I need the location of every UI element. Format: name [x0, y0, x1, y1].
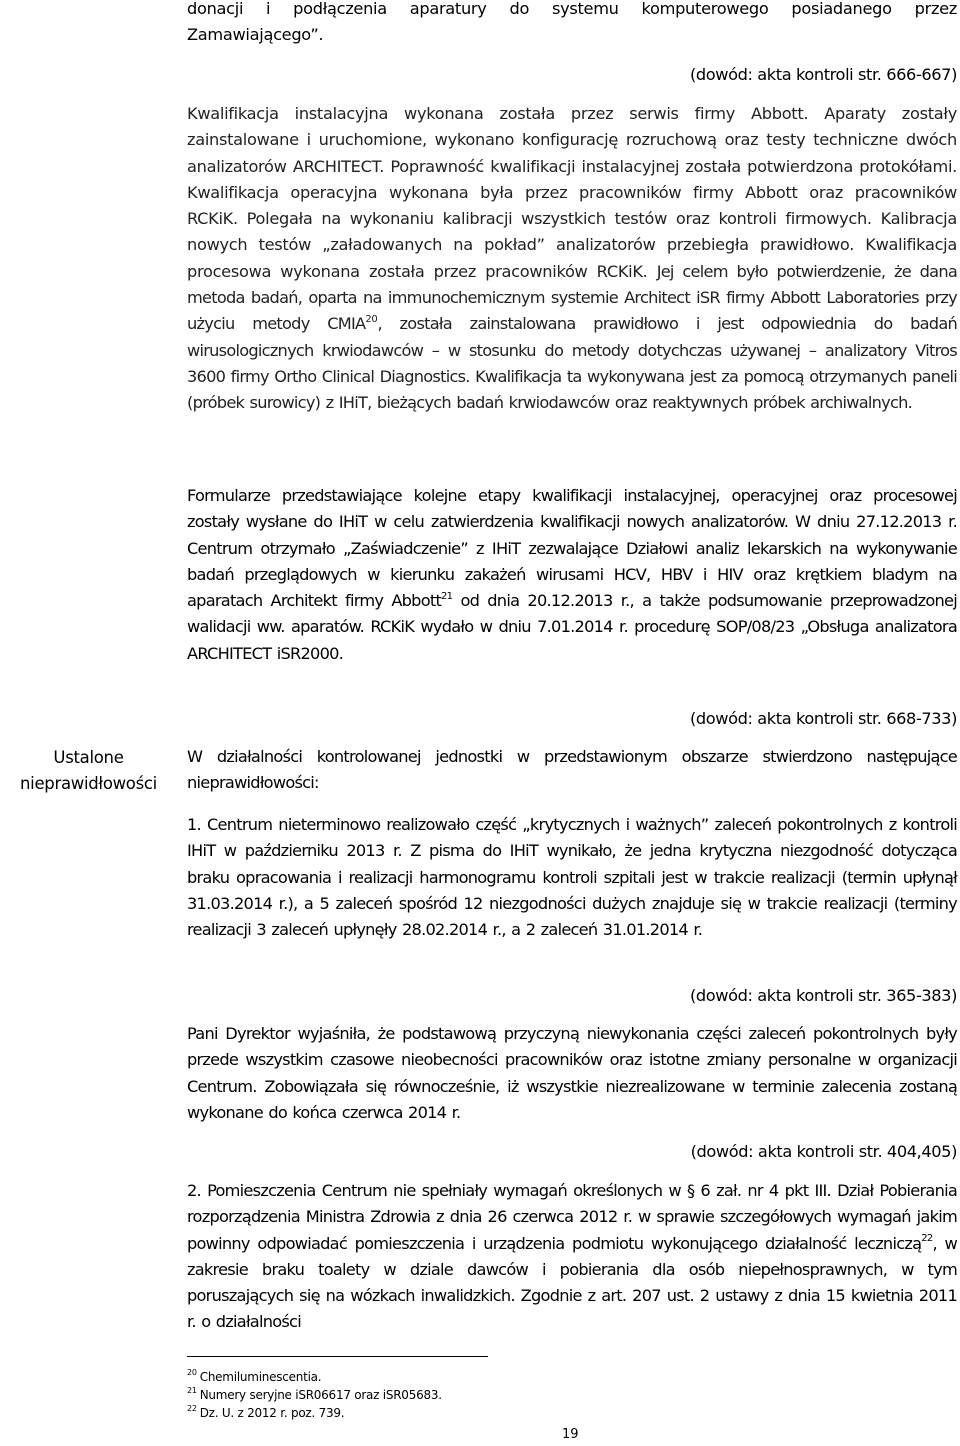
paragraph-text: [187, 1178, 957, 1336]
sidebar-label: [0, 745, 177, 797]
footnote: [187, 1369, 321, 1385]
footnote-number: 22: [187, 1404, 197, 1413]
footnote-ref: 22: [921, 1233, 933, 1245]
paragraph-text-part: 2. Pomieszczenia Centrum nie spełniały wymagań określonych w § 6 zał. nr 4 pkt III. Dział Pobierania rozporządzenia Ministra Zdrowia z dnia 26 czerwca 2012 r. w sprawie szczegółowych wymagań jakim powinny odpowiadać pomieszczenia i urządzenia podmiotu wykonującego działalność leczniczą: [187, 1181, 957, 1253]
footnote-text: Numery seryjne iSR06617 oraz iSR05683.: [199, 1388, 442, 1402]
paragraph-text: [187, 483, 957, 667]
paragraph-findings-intro: [187, 744, 957, 797]
footnote-separator: [187, 1356, 488, 1357]
paragraph-text-part: Jej celem było potwierdzenie, że dana metoda badań, oparta na immunochemicznym systemie Architect iSR firmy Abbott Laboratories przy użyciu metody CMIA: [187, 261, 957, 334]
paragraph-text: [187, 101, 957, 417]
paragraph-continuation: [187, 0, 957, 49]
footnote-text: Chemiluminescentia.: [199, 1370, 322, 1384]
evidence-reference: (dowód: akta kontroli str. 365-383): [689, 986, 957, 1005]
paragraph-director-explanation: [187, 1021, 957, 1126]
sidebar-label-line: nieprawidłowości: [20, 774, 157, 793]
paragraph-text: W działalności kontrolowanej jednostki w przedstawionym obszarze stwierdzono następujące nieprawidłowości:: [187, 747, 957, 793]
paragraph-text-part: , w zakresie braku toalety w dziale dawców i pobierania dla osób niepełnosprawnych, w tym poruszających się na wózkach inwalidzkich. Zgodnie z art. 207 ust. 2 ustawy z dnia 15 kwietnia 2011 r. o działalności: [187, 1233, 958, 1332]
paragraph-text-part: Formularze przedstawiające kolejne etapy kwalifikacji instalacyjnej, operacyjnej oraz procesowej zostały wysłane do IHiT w celu zatwierdzenia kwalifikacji nowych analizatorów. W dniu 27.12.2013 r. Centrum otrzymało „Zaświadczenie” z IHiT zezwalające Działowi analiz lekarskich na wykonywanie badań przeglądowych w kierunku zakażeń wirusami HCV, HBV i HIV oraz krętkiem bladym na aparatach Architekt firmy Abbott: [187, 486, 957, 611]
footnote-ref: 20: [365, 313, 378, 325]
page-number: 19: [562, 1427, 579, 1442]
paragraph-text: Pani Dyrektor wyjaśniła, że podstawową przyczyną niewykonania części zaleceń pokontrolnych były przede wszystkim czasowe nieobecności pracowników oraz istotne zmiany personalne w organizacji Centrum. Zobowiązała się równocześnie, iż wszystkie niezrealizowane w terminie zalecenia zostaną wykonane do końca czerwca 2014 r.: [187, 1024, 957, 1122]
evidence-reference: (dowód: akta kontroli str. 666-667): [689, 65, 957, 84]
evidence-reference: (dowód: akta kontroli str. 404,405): [690, 1142, 957, 1161]
evidence-reference: (dowód: akta kontroli str. 668-733): [689, 709, 957, 728]
paragraph-text-part: , została zainstalowana prawidłowo i jest odpowiednia do badań wirusologicznych krwiodawców – w stosunku do metody dotychczas używanej – analizatory Vitros 3600 firmy Ortho Clinical Diagnostics. Kwalifikacja ta wykonywana jest za pomocą otrzymanych paneli (próbek surowicy) z IHiT, bieżących badań krwiodawców oraz reaktywnych próbek archiwalnych.: [187, 314, 958, 413]
paragraph-qualification: [187, 101, 957, 417]
footnote-number: 21: [187, 1386, 197, 1395]
finding-1: [187, 812, 957, 943]
paragraph-text-part: od dnia 20.12.2013 r., a także podsumowanie przeprowadzonej walidacji ww. aparatów. RCKiK wydało w dniu 7.01.2014 r. procedurę SOP/08/23 „Obsługa analizatora ARCHITECT iSR2000.: [187, 591, 957, 663]
footnote-ref: 21: [441, 590, 453, 602]
footnote-number: 20: [187, 1368, 197, 1377]
paragraph-text: donacji i podłączenia aparatury do systemu komputerowego posiadanego przez Zamawiającego”.: [187, 0, 957, 45]
paragraph-forms: [187, 483, 957, 667]
sidebar-label-line: Ustalone: [53, 748, 124, 767]
footnote-text: Dz. U. z 2012 r. poz. 739.: [199, 1406, 345, 1420]
paragraph-text-part: Kwalifikacja instalacyjna wykonana została przez serwis firmy Abbott. Aparaty zostały zainstalowane i uruchomione, wykonano konfigurację rozruchową oraz testy techniczne dwóch analizatorów ARCHITECT. Poprawność kwalifikacji instalacyjnej została potwierdzona protokółami. Kwalifikacja operacyjna wykonana była przez pracowników firmy Abbott oraz pracowników RCKiK. Polegała na wykonaniu kalibracji wszystkich testów oraz kontroli firmowych. Kalibracja nowych testów „załadowanych na pokład” analizatorów przebiegła prawidłowo. Kwalifikacja procesowa wykonana została przez pracowników RCKiK.: [187, 104, 957, 281]
finding-2: [187, 1178, 957, 1336]
footnote: [187, 1405, 344, 1421]
paragraph-text: 1. Centrum nieterminowo realizowało część „krytycznych i ważnych” zaleceń pokontrolnych z kontroli IHiT w październiku 2013 r. Z pisma do IHiT wynikało, że jedna krytyczna niezgodność dotycząca braku opracowania i realizacji harmonogramu kontroli szpitali jest w trakcie realizacji (termin upłynął 31.03.2014 r.), a 5 zaleceń spośród 12 niezgodności dużych znajduje się w trakcie realizacji (terminy realizacji 3 zaleceń upłynęły 28.02.2014 r., a 2 zaleceń 31.01.2014 r.: [187, 815, 957, 940]
footnote: [187, 1387, 442, 1403]
